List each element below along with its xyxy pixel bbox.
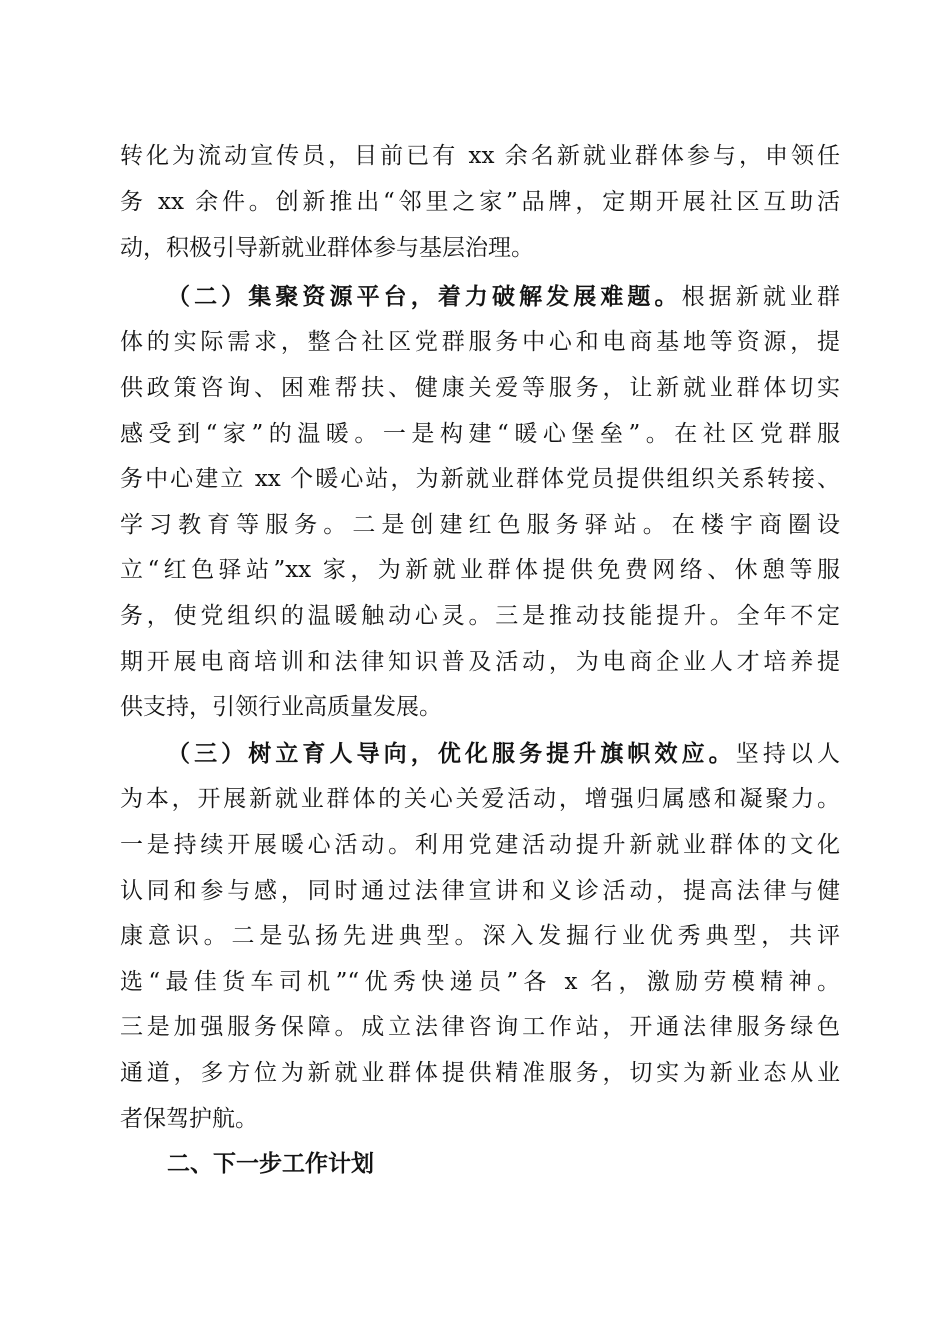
paragraph-3-line-8: 通道，多方位为新就业群体提供精准服务，切实为新业态从业 [120,1060,840,1086]
paragraph-3-lead: （三）树立育人导向，优化服务提升旗帜效应。 [167,741,736,767]
paragraph-2-line-8: 务，使党组织的温暖触动心灵。三是推动技能提升。全年不定 [120,603,840,629]
paragraph-3-line-7: 三是加强服务保障。成立法律咨询工作站，开通法律服务绿色 [120,1014,840,1040]
paragraph-3-line-6: 选“最佳货车司机”“优秀快递员”各 x 名，激励劳模精神。 [120,969,840,995]
paragraph-2-first-line-rest: 根据新就业群 [681,284,841,310]
paragraph-2-line-2: 体的实际需求，整合社区党群服务中心和电商基地等资源，提 [120,329,840,355]
paragraph-2-line-3: 供政策咨询、困难帮扶、健康关爱等服务，让新就业群体切实 [120,375,840,401]
paragraph-3-first-line [167,731,840,777]
paragraph-3-line-9: 者保驾护航。 [120,1106,258,1132]
paragraph-2-first-line [167,274,840,320]
paragraph-2-line-9: 期开展电商培训和法律知识普及活动，为电商企业人才培养提 [120,649,840,675]
paragraph-3-line-3: 一是持续开展暖心活动。利用党建活动提升新就业群体的文化 [120,832,840,858]
paragraph-3-line-5: 康意识。二是弘扬先进典型。深入发掘行业优秀典型，共评 [120,923,840,949]
paragraph-3-line-2: 为本，开展新就业群体的关心关爱活动，增强归属感和凝聚力。 [120,786,840,812]
paragraph-2-line-7: 立“红色驿站”xx 家，为新就业群体提供免费网络、休憩等服 [120,557,840,583]
paragraph-3-line-4: 认同和参与感，同时通过法律宣讲和义诊活动，提高法律与健 [120,878,840,904]
paragraph-1-line-1: 转化为流动宣传员，目前已有 xx 余名新就业群体参与，申领任 [120,143,840,169]
paragraph-2-line-6: 学习教育等服务。二是创建红色服务驿站。在楼宇商圈设 [120,512,840,538]
section-heading: 二、下一步工作计划 [167,1151,374,1177]
paragraph-2-line-10: 供支持，引领行业高质量发展。 [120,694,442,720]
paragraph-2-line-4: 感受到“家”的温暖。一是构建“暖心堡垒”。在社区党群服 [120,421,840,447]
paragraph-1-line-3: 动，积极引导新就业群体参与基层治理。 [120,235,534,261]
paragraph-2-lead: （二）集聚资源平台，着力破解发展难题。 [167,284,682,310]
paragraph-1-line-2: 务 xx 余件。创新推出“邻里之家”品牌，定期开展社区互助活 [120,189,840,215]
paragraph-2-line-5: 务中心建立 xx 个暖心站，为新就业群体党员提供组织关系转接、 [120,466,840,492]
paragraph-3-first-line-rest: 坚持以人 [735,741,841,767]
